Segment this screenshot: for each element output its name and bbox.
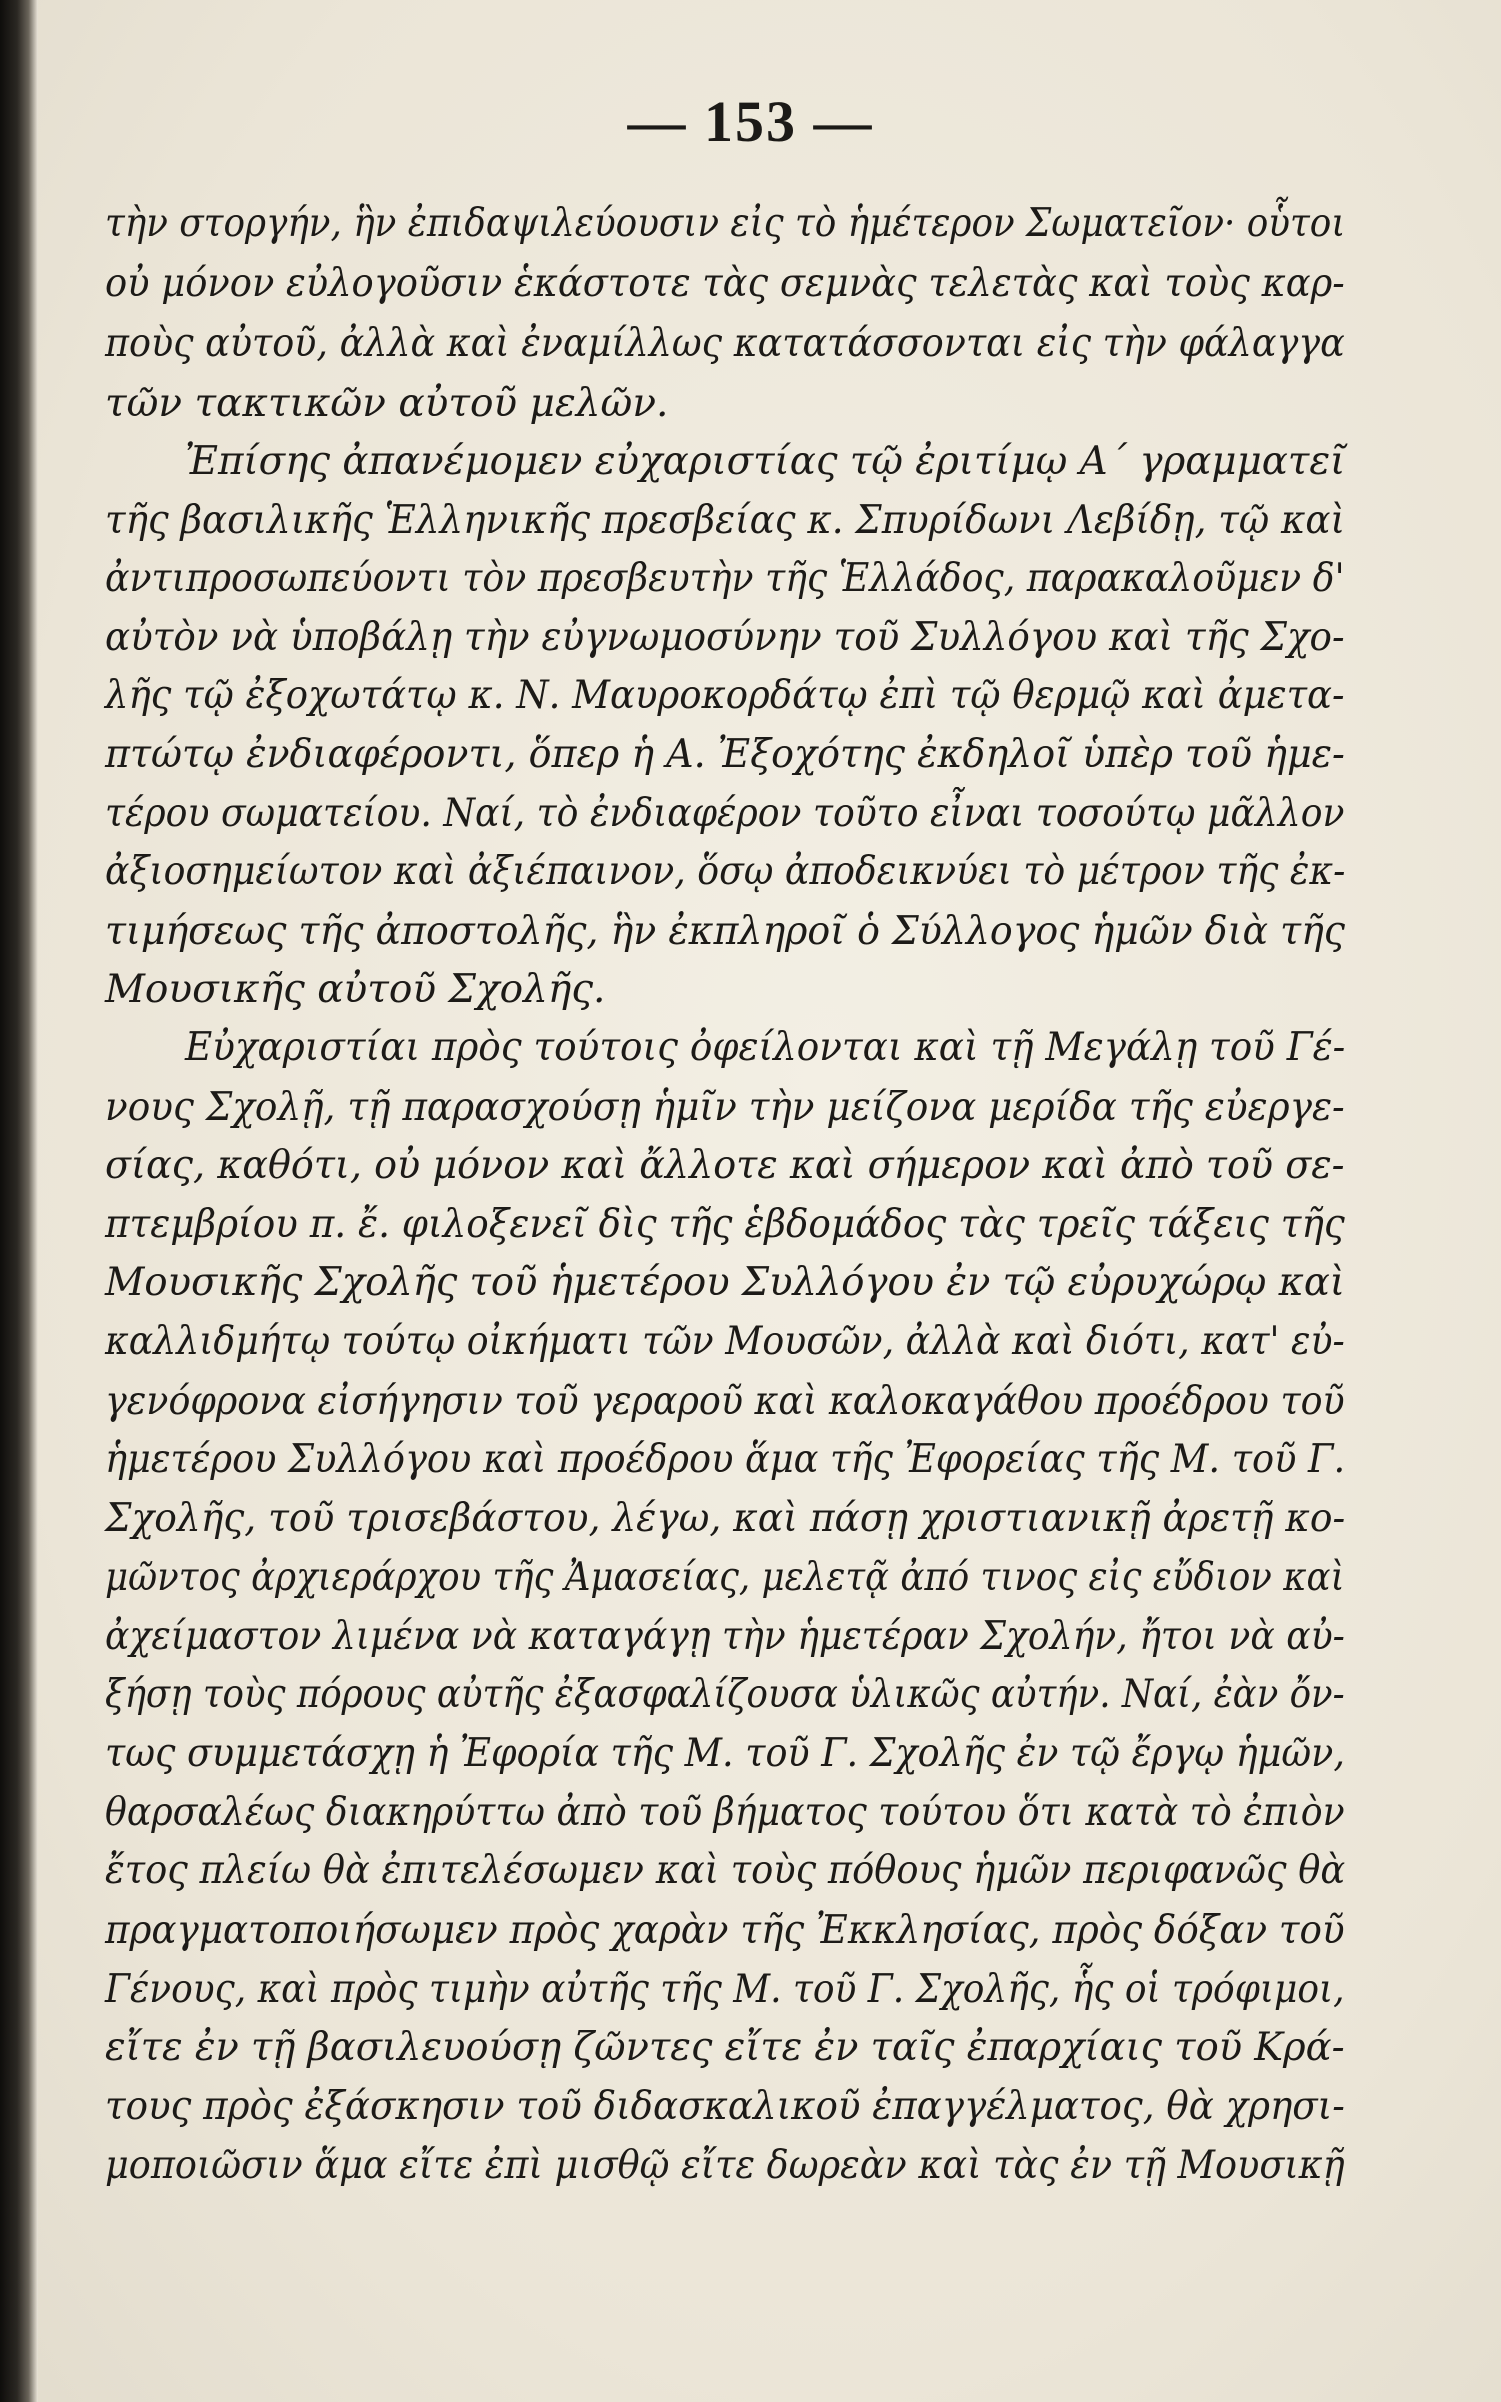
text-line: ἀντιπροσωπεύοντι τὸν πρεσβευτὴν τῆς Ἑλλάδος, παρακαλοῦμεν δ' <box>105 556 1345 601</box>
text-line: τιμήσεως τῆς ἀποστολῆς, ἣν ἐκπληροῖ ὁ Σύλλογος ἡμῶν διὰ τῆς <box>105 909 1346 954</box>
page-number: — 153 — <box>627 89 874 154</box>
text-line: Σχολῆς, τοῦ τρισεβάστου, λέγω, καὶ πάσῃ χριστιανικῇ ἀρετῇ κο- <box>105 1496 1346 1541</box>
text-line: Μουσικῆς Σχολῆς τοῦ ἡμετέρου Συλλόγου ἐν τῷ εὐρυχώρῳ καὶ <box>105 1260 1346 1305</box>
text-line: πτώτῳ ἐνδιαφέροντι, ὅπερ ἡ Α. Ἐξοχότης ἐκδηλοῖ ὑπὲρ τοῦ ἡμε- <box>105 732 1345 777</box>
text-line: πτεμβρίου π. ἔ. φιλοξενεῖ δὶς τῆς ἑβδομάδος τὰς τρεῖς τάξεις τῆς <box>105 1202 1345 1247</box>
text-line: μῶντος ἀρχιεράρχου τῆς Ἀμασείας, μελετᾷ ἀπό τινος εἰς εὔδιον καὶ <box>105 1555 1345 1600</box>
binding-shadow <box>0 0 38 2402</box>
text-line: ἡμετέρου Συλλόγου καὶ προέδρου ἅμα τῆς Ἐφορείας τῆς Μ. τοῦ Γ. <box>105 1437 1346 1482</box>
text-line: τως συμμετάσχῃ ἡ Ἐφορία τῆς Μ. τοῦ Γ. Σχολῆς ἐν τῷ ἔργῳ ἡμῶν, <box>105 1731 1345 1776</box>
text-line: Ἐπίσης ἀπανέμομεν εὐχαριστίας τῷ ἐριτίμῳ Α΄ γραμματεῖ <box>185 439 1346 484</box>
text-line: πραγματοποιήσωμεν πρὸς χαρὰν τῆς Ἐκκλησίας, πρὸς δόξαν τοῦ <box>105 1908 1345 1953</box>
text-line: ἀξιοσημείωτον καὶ ἀξιέπαινον, ὅσῳ ἀποδεικνύει τὸ μέτρον τῆς ἐκ- <box>105 849 1346 894</box>
text-line: Μουσικῆς αὐτοῦ Σχολῆς. <box>105 967 606 1012</box>
text-line: τὴν στοργήν, ἣν ἐπιδαψιλεύουσιν εἰς τὸ ἡμέτερον Σωματεῖον· οὗτοι <box>105 201 1346 246</box>
text-line: γενόφρονα εἰσήγησιν τοῦ γεραροῦ καὶ καλοκαγάθου προέδρου τοῦ <box>105 1379 1345 1424</box>
text-line: σίας, καθότι, οὐ μόνον καὶ ἄλλοτε καὶ σήμερον καὶ ἀπὸ τοῦ σε- <box>105 1143 1345 1188</box>
text-line: αὐτὸν νὰ ὑποβάλῃ τὴν εὐγνωμοσύνην τοῦ Συλλόγου καὶ τῆς Σχο- <box>105 615 1345 660</box>
text-line: τους πρὸς ἐξάσκησιν τοῦ διδασκαλικοῦ ἐπαγγέλματος, θὰ χρησι- <box>105 2084 1345 2129</box>
text-line: οὐ μόνον εὐλογοῦσιν ἑκάστοτε τὰς σεμνὰς τελετὰς καὶ τοὺς καρ- <box>105 261 1345 306</box>
text-line: ἀχείμαστον λιμένα νὰ καταγάγῃ τὴν ἡμετέραν Σχολήν, ἤτοι νὰ αὐ- <box>105 1614 1345 1659</box>
text-line: ποὺς αὐτοῦ, ἀλλὰ καὶ ἐναμίλλως κατατάσσονται εἰς τὴν φάλαγγα <box>105 321 1345 366</box>
text-line: νους Σχολῇ, τῇ παρασχούσῃ ἡμῖν τὴν μείζονα μερίδα τῆς εὐεργε- <box>105 1085 1345 1130</box>
text-line: τέρου σωματείου. Ναί, τὸ ἐνδιαφέρον τοῦτο εἶναι τοσούτῳ μᾶλλον <box>105 791 1345 836</box>
text-line: καλλιδμήτῳ τούτῳ οἰκήματι τῶν Μουσῶν, ἀλλὰ καὶ διότι, κατ' εὐ- <box>105 1319 1345 1364</box>
text-line: Γένους, καὶ πρὸς τιμὴν αὐτῆς τῆς Μ. τοῦ Γ. Σχολῆς, ἧς οἱ τρόφιμοι, <box>105 1967 1345 2012</box>
text-line: λῆς τῷ ἐξοχωτάτῳ κ. Ν. Μαυροκορδάτῳ ἐπὶ τῷ θερμῷ καὶ ἀμετα- <box>105 673 1345 718</box>
text-line: εἴτε ἐν τῇ βασιλευούσῃ ζῶντες εἴτε ἐν ταῖς ἐπαρχίαις τοῦ Κρά- <box>105 2025 1345 2070</box>
text-line: μοποιῶσιν ἅμα εἴτε ἐπὶ μισθῷ εἴτε δωρεὰν καὶ τὰς ἐν τῇ Μουσικῇ <box>105 2143 1345 2188</box>
text-line: θαρσαλέως διακηρύττω ἀπὸ τοῦ βήματος τούτου ὅτι κατὰ τὸ ἐπιὸν <box>105 1790 1345 1835</box>
text-line: Εὐχαριστίαι πρὸς τούτοις ὀφείλονται καὶ τῇ Μεγάλῃ τοῦ Γέ- <box>185 1025 1346 1070</box>
text-line: ξήσῃ τοὺς πόρους αὐτῆς ἐξασφαλίζουσα ὑλικῶς αὐτήν. Ναί, ἐὰν ὄν- <box>105 1672 1345 1717</box>
text-line: ἔτος πλείω θὰ ἐπιτελέσωμεν καὶ τοὺς πόθους ἡμῶν περιφανῶς θὰ <box>105 1848 1346 1893</box>
text-line: τῶν τακτικῶν αὐτοῦ μελῶν. <box>105 381 669 426</box>
text-line: τῆς βασιλικῆς Ἑλληνικῆς πρεσβείας κ. Σπυρίδωνι Λεβίδῃ, τῷ καὶ <box>105 498 1346 543</box>
